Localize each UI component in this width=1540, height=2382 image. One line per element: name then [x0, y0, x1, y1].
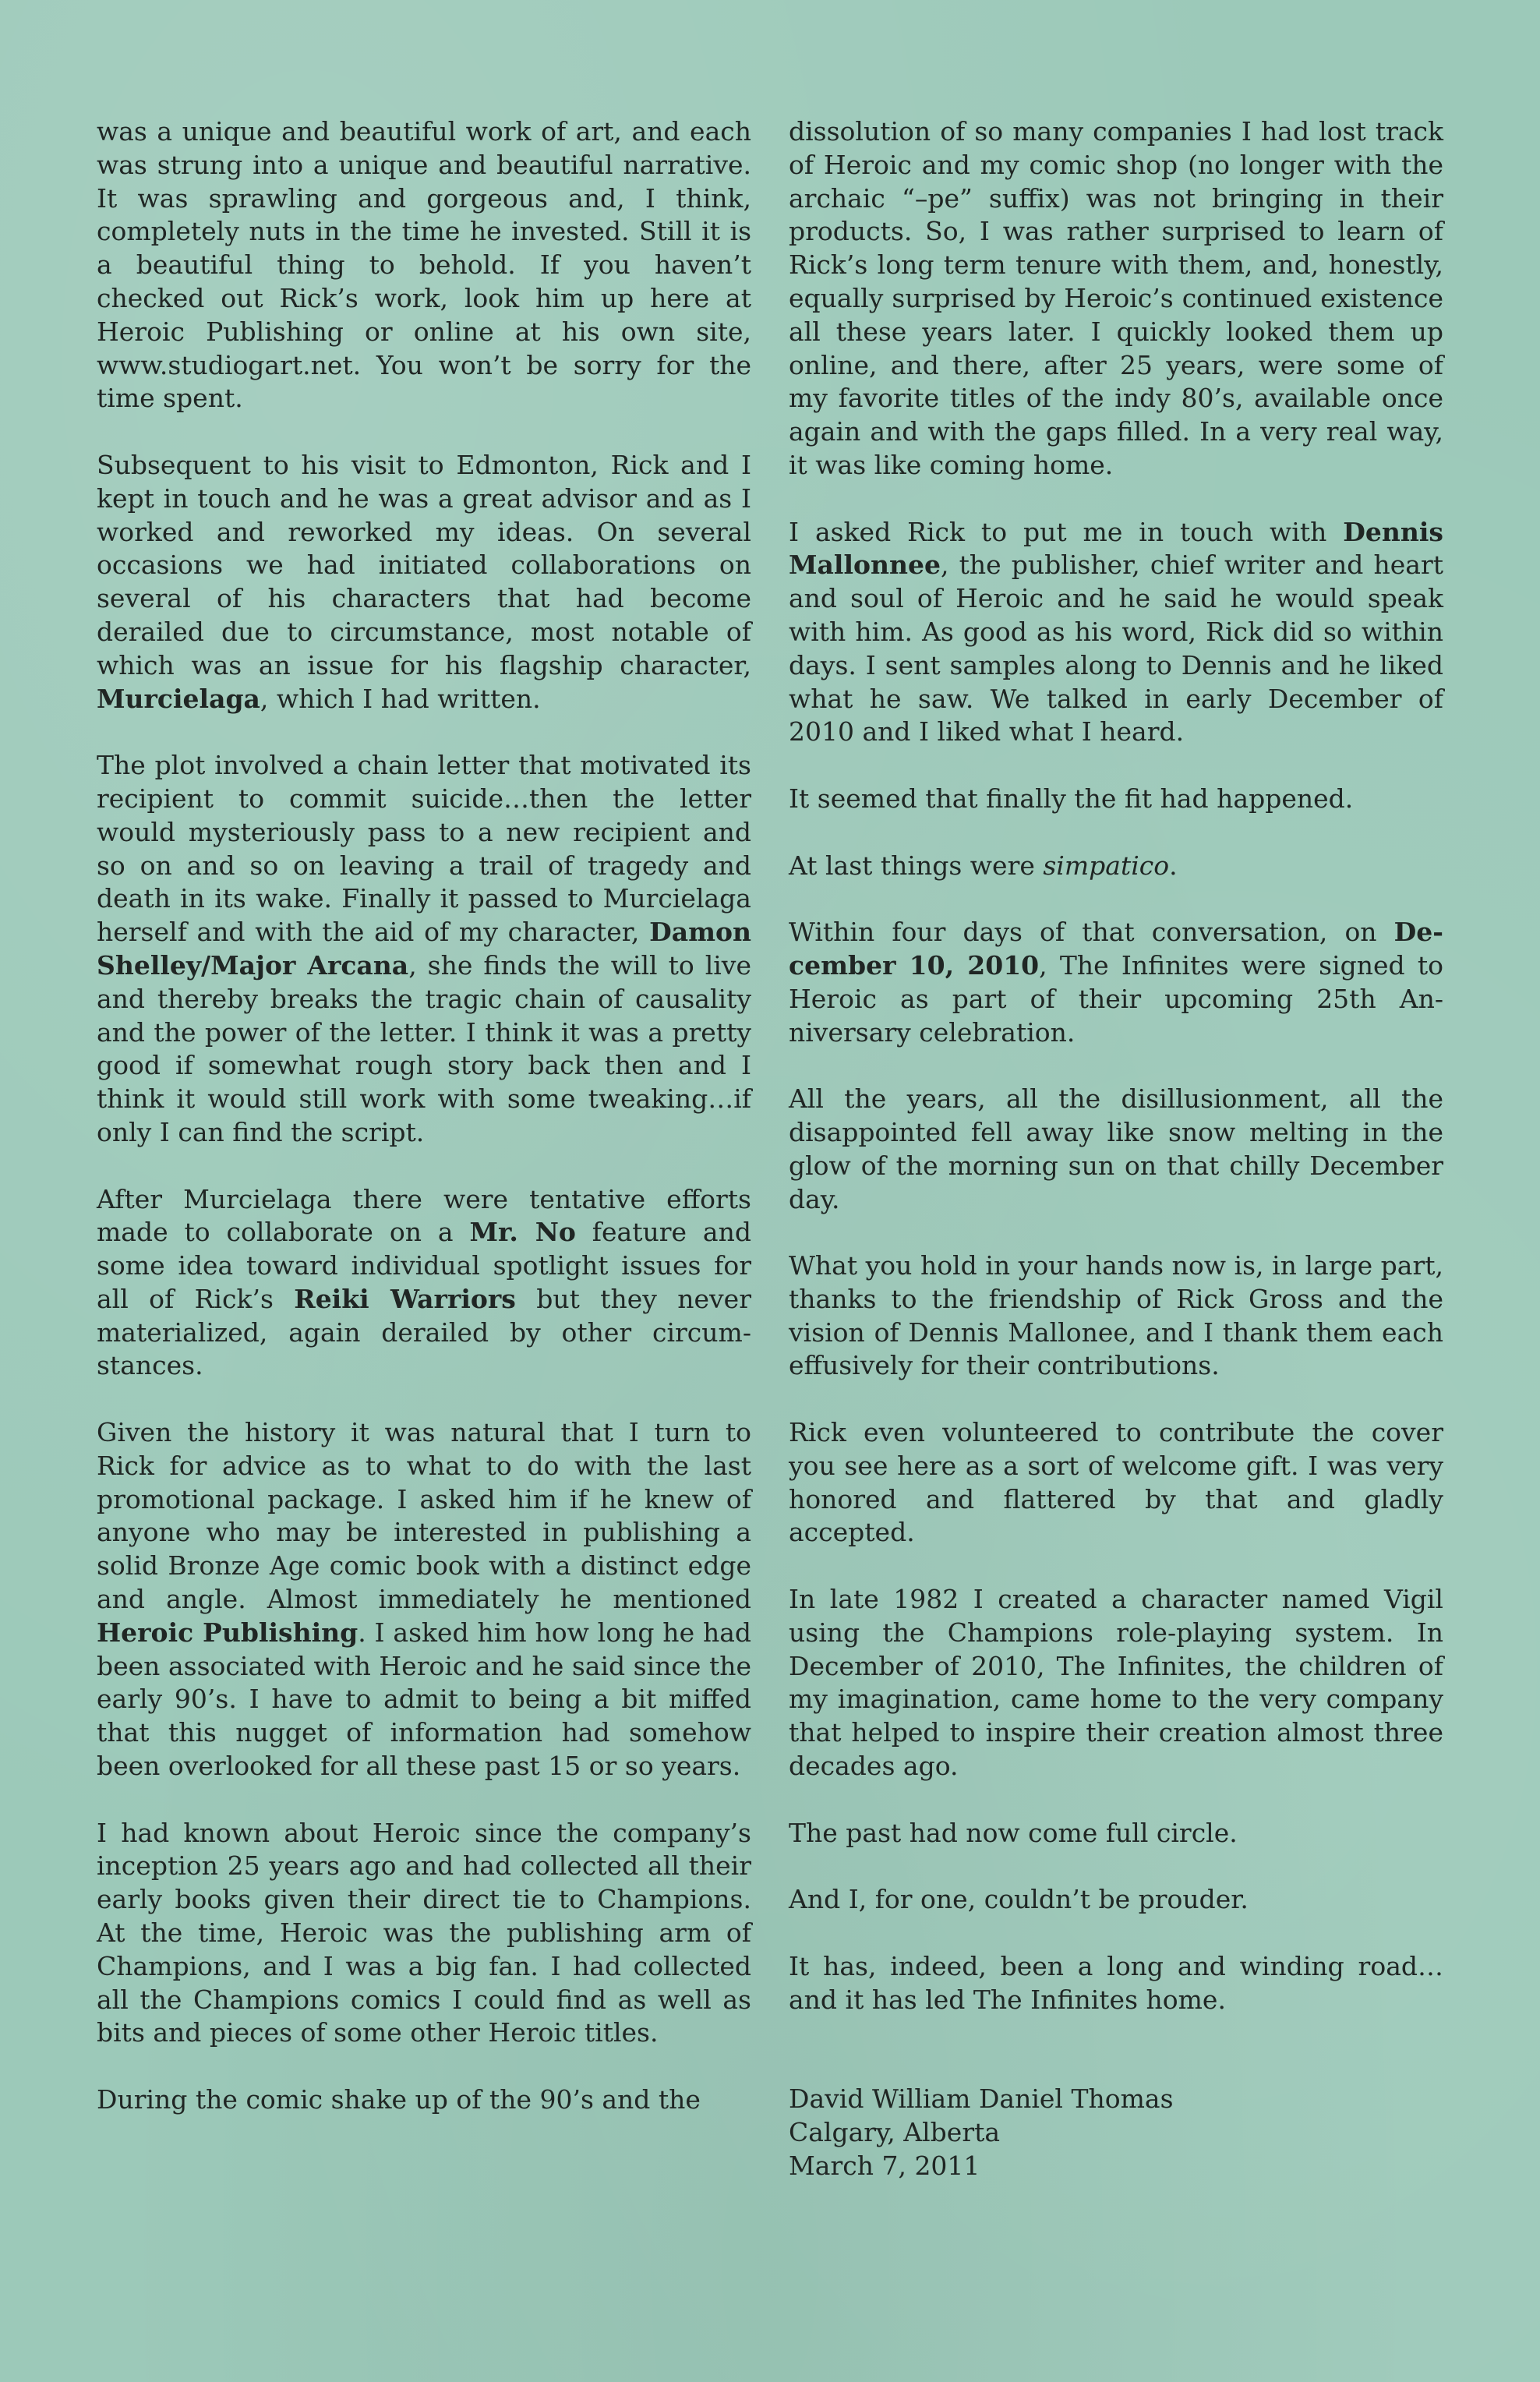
bold-name-dennis-mallonnee: Dennis Mallonnee	[789, 516, 1443, 581]
paragraph: What you hold in your hands now is, in large part, thanks to the friendship of Rick Gross and the vision of Dennis Mallonee, and I thank them each effusively for their contributions.	[789, 1250, 1443, 1381]
paragraph: At last things were simpatico.	[789, 850, 1178, 881]
paragraph: I asked Rick to put me in touch with Dennis Mallonnee, the publisher, chief writer and heart and soul of Heroic and he said he would speak with him. As good as his word, Rick did so within days. I sent samples along to Dennis and he liked what he saw. We talked in early December of 2010 and I liked what I heard.	[789, 516, 1443, 747]
paragraph: Given the history it was natural that I turn to Rick for advice as to what to do with the last promotional package. I asked him if he knew of anyone who may be interested in publishing a solid Bronze Age comic book with a distinct edge and angle. Almost immediately he mentioned Heroic Publishing. I asked him how long he had been associated with Heroic and he said since the early 90’s. I have to admit to being a bit miffed that this nugget of information had somehow been overlooked for all these past 15 or so years.	[97, 1417, 751, 1782]
bold-name-mr-no: Mr. No	[469, 1217, 576, 1248]
paragraph: Subsequent to his visit to Edmonton, Rick and I kept in touch and he was a great advisor and as I worked and reworked my ideas. On several occasions we had initiated collaborations on several of his characters that had become derailed due to circumstance, most notable of which was an issue for his flagship character, Murcielaga, which I had written.	[97, 449, 751, 714]
paragraph: The past had now come full circle.	[789, 1817, 1238, 1848]
bold-name-heroic-publishing: Heroic Publishing	[97, 1617, 359, 1648]
left-column	[97, 115, 751, 2117]
paragraph: Within four days of that conversation, on December 10, 2010, The Infinites were signed to Heroic as part of their upcoming 25th Anniversary celebration.	[789, 917, 1444, 1048]
italic-simpatico: simpatico	[1043, 850, 1170, 881]
author-name: David William Daniel Thomas	[789, 2083, 1174, 2115]
paragraph: It has, indeed, been a long and winding road… and it has led The Infinites home.	[789, 1950, 1443, 2015]
paragraph: The plot involved a chain letter that motivated its recipient to commit suicide…then the letter would mysteriously pass to a new recipient and so on and so on leaving a trail of tragedy and death in its wake. Finally it passed to Murcielaga herself and with the aid of my character, Damon Shelley/Major Arcana, she finds the will to live and thereby breaks the tragic chain of causality and the power of the letter. I think it was a pretty good if somewhat rough story back then and I think it would still work with some tweaking…if only I can find the script.	[97, 750, 751, 1147]
paragraph: Rick even volunteered to contribute the cover you see here as a sort of welcome gift. I was very honored and flattered by that and gladly accepted.	[789, 1417, 1443, 1548]
bold-name-reiki-warriors: Reiki Warriors	[294, 1283, 516, 1314]
paragraph: During the comic shake up of the 90’s and the	[97, 2084, 701, 2115]
bold-date: December 10, 2010	[789, 917, 1443, 981]
paragraph: All the years, all the disillusionment, all the disappointed fell away like snow melting in the glow of the morning sun on that chilly December day.	[789, 1083, 1443, 1214]
right-column	[789, 115, 1443, 2183]
paragraph: I had known about Heroic since the company’s inception 25 years ago and had collected all their early books given their direct tie to Champions. At the time, Heroic was the publishing arm of Champions, and I was a big fan. I had collected all the Champions comics I could find as well as bits and pieces of some other Heroic titles.	[97, 1817, 751, 2048]
signature-block	[789, 2083, 1443, 2182]
paragraph: was a unique and beautiful work of art, and each was strung into a unique and beautiful narrative. It was sprawling and gorgeous and, I think, completely nuts in the time he invested. Still it is a beautiful thing to behold. If you haven’t checked out Rick’s work, look him up here at Heroic Publishing or online at his own site, www.studiogart.net. You won’t be sorry for the time spent.	[97, 116, 751, 414]
bold-name-damon-shelley: Damon Shelley/Major Arcana	[97, 917, 751, 981]
bold-name-murcielaga: Murcielaga	[97, 683, 260, 714]
paragraph: And I, for one, couldn’t be prouder.	[789, 1884, 1249, 1915]
author-location: Calgary, Alberta	[789, 2117, 1001, 2148]
paragraph: In late 1982 I created a character named Vigil using the Champions role-playing system. In December of 2010, The Infinites, the children of my imagination, came home to the very company that helped to inspire their creation almost three decades ago.	[789, 1584, 1443, 1782]
signature-date: March 7, 2011	[789, 2151, 980, 2182]
paragraph: After Murcielaga there were tentative efforts made to collaborate on a Mr. No feature and some idea toward individual spotlight issues for all of Rick’s Reiki Warriors but they never materialized, again derailed by other circumstances.	[97, 1183, 751, 1381]
paragraph: It seemed that finally the fit had happened.	[789, 783, 1354, 814]
paragraph: dissolution of so many companies I had lost track of Heroic and my comic shop (no longer with the archaic “–pe” suffix) was not bringing in their products. So, I was rather surprised to learn of Rick’s long term tenure with them, and, honestly, equally surprised by Heroic’s continued existence all these years later. I quickly looked them up online, and there, after 25 years, were some of my favorite titles of the indy 80’s, available once again and with the gaps filled. In a very real way, it was like coming home.	[789, 116, 1443, 480]
